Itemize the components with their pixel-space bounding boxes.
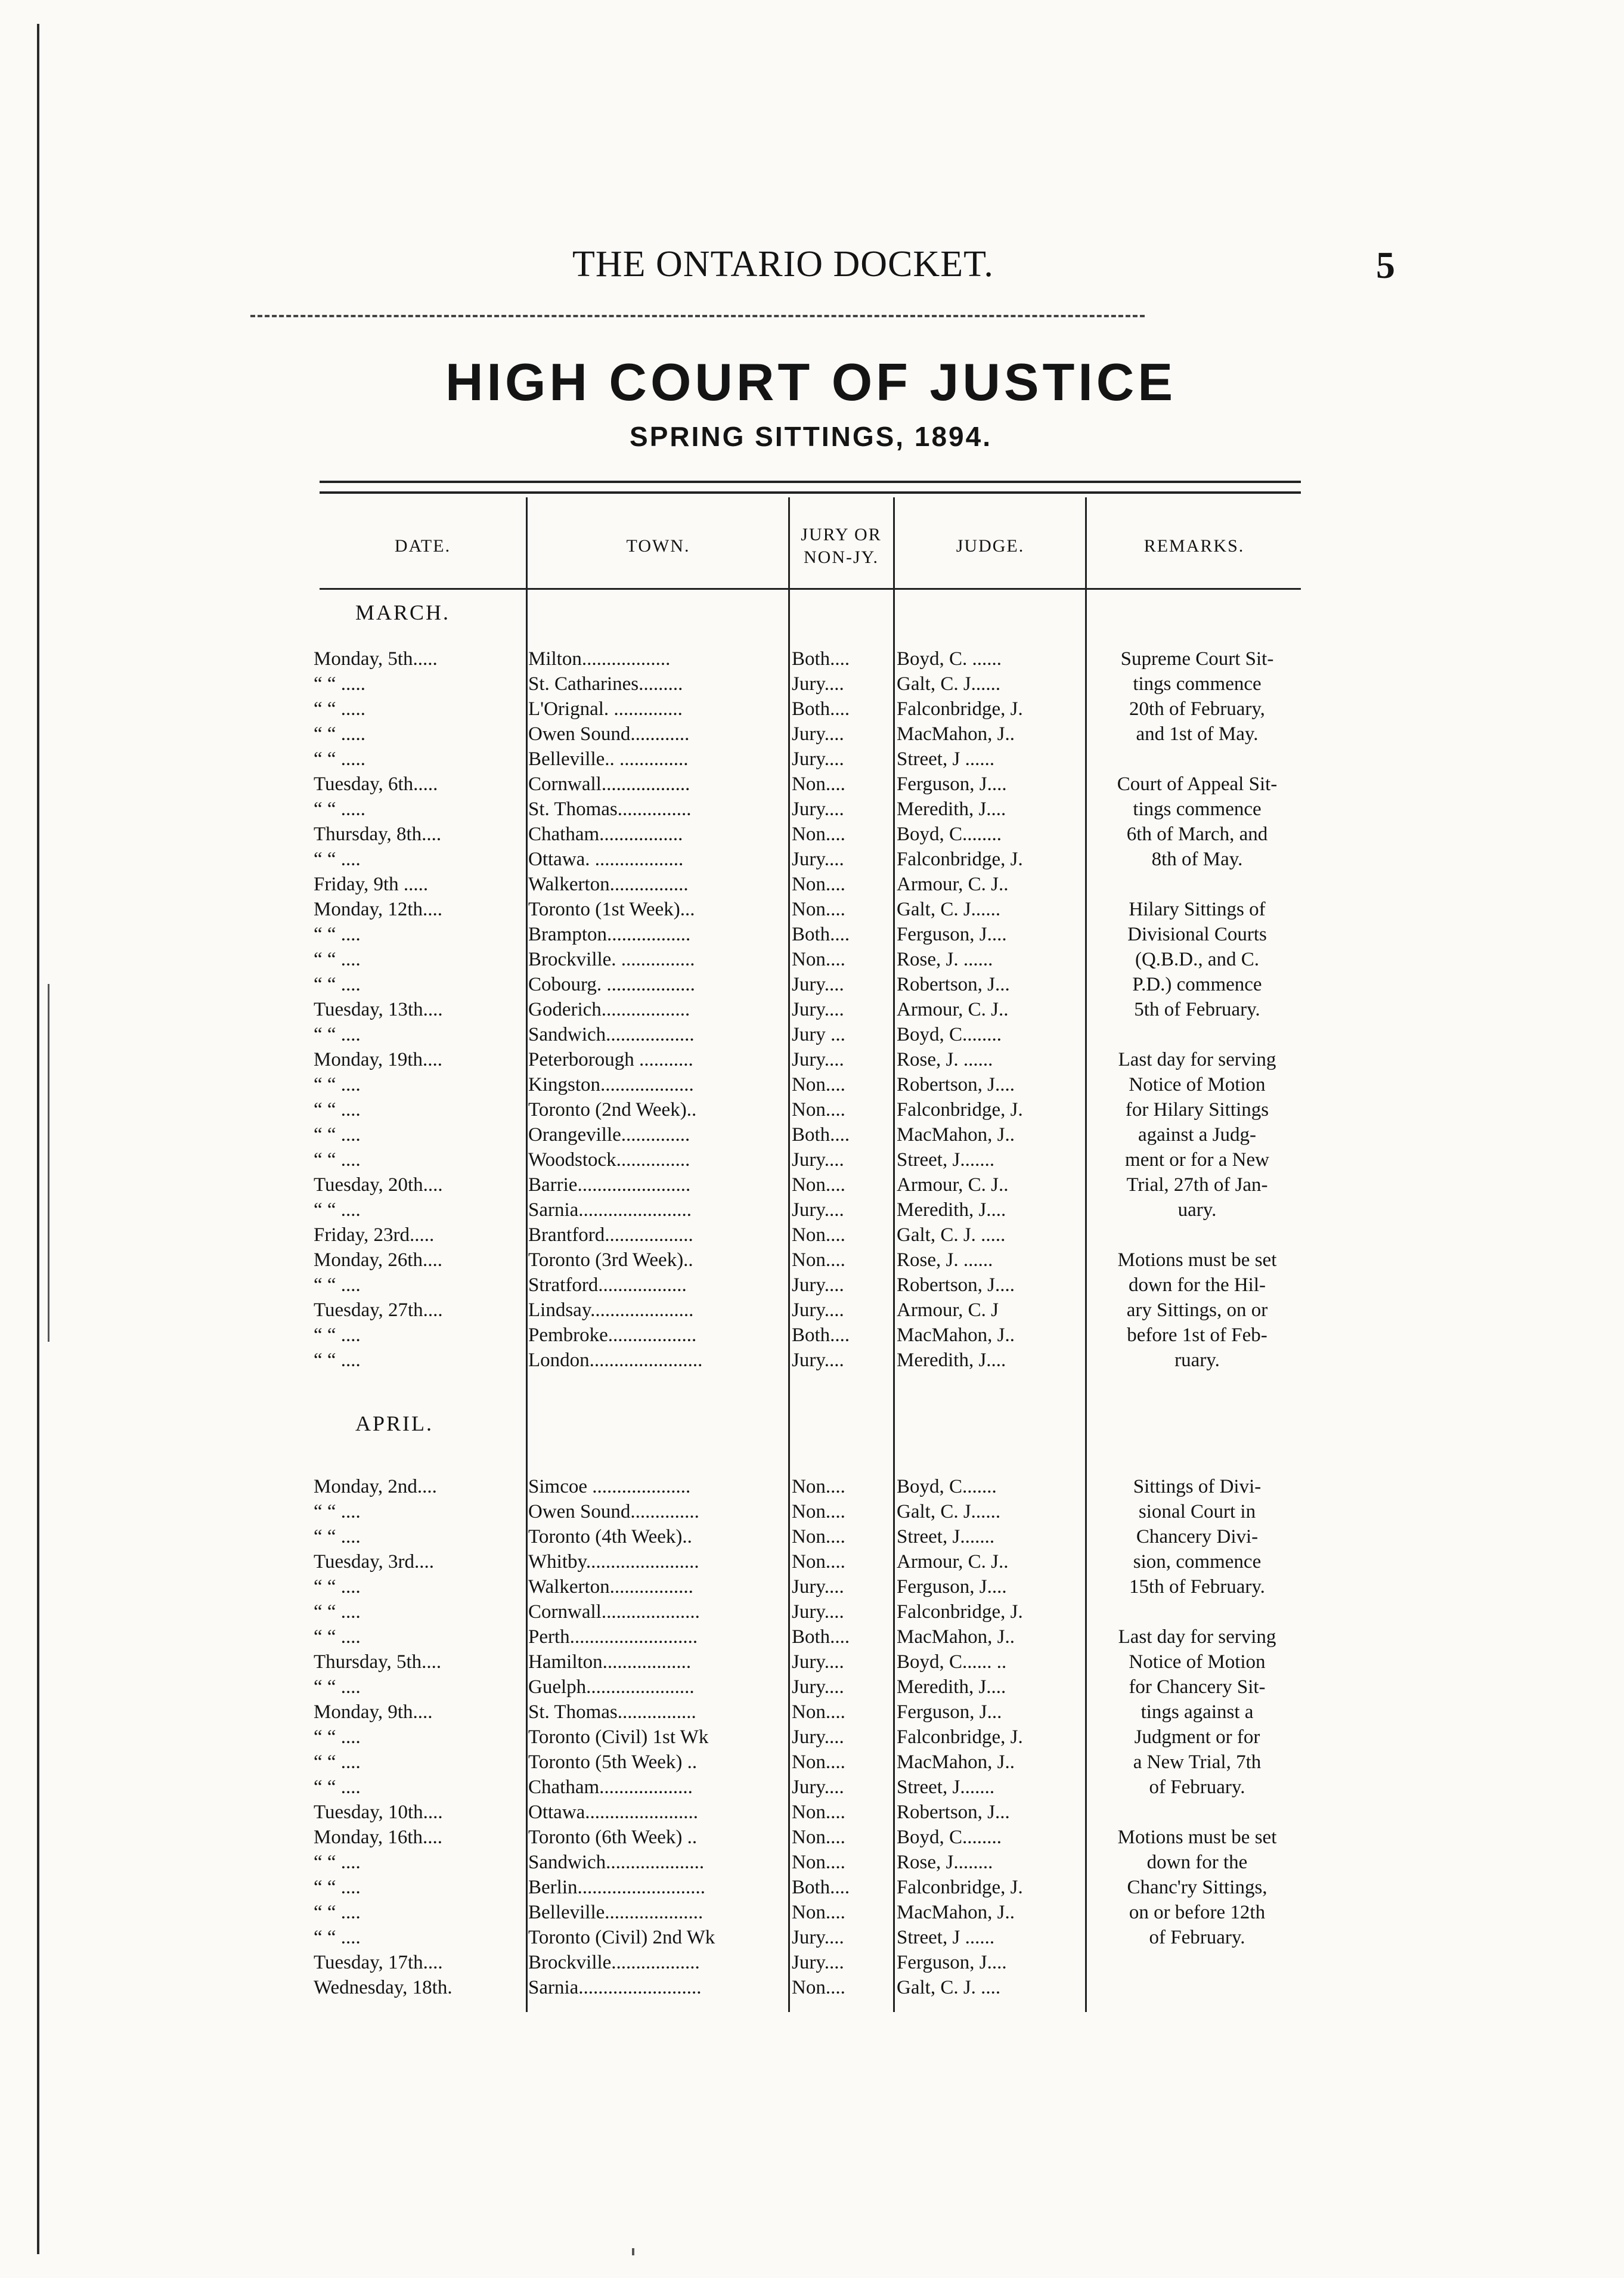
- remark-line: Judgment or for: [1134, 1726, 1260, 1748]
- cell-town: London.......................: [528, 1350, 703, 1371]
- month-heading-march: MARCH.: [355, 601, 451, 624]
- cell-judge: Galt, C. J......: [897, 673, 1001, 695]
- cell-jury: Both....: [792, 698, 850, 720]
- remark-line: and 1st of May.: [1136, 723, 1259, 745]
- cell-judge: Armour, C. J..: [897, 874, 1009, 895]
- cell-date: Monday, 19th....: [314, 1049, 443, 1070]
- cell-jury: Both....: [792, 1877, 850, 1898]
- cell-judge: Meredith, J....: [897, 1676, 1006, 1698]
- cell-jury: Jury....: [792, 1049, 844, 1070]
- cell-date: Friday, 9th .....: [314, 874, 429, 895]
- cell-jury: Non....: [792, 1074, 845, 1095]
- cell-judge: MacMahon, J..: [897, 1124, 1015, 1146]
- cell-judge: Robertson, J....: [897, 1274, 1015, 1296]
- cell-date: Tuesday, 17th....: [314, 1952, 443, 1973]
- table-row: [314, 1022, 1301, 1047]
- cell-jury: Non....: [792, 1701, 845, 1723]
- table-row: [314, 1800, 1301, 1825]
- cell-date: “ “ .....: [314, 723, 366, 745]
- cell-date: Monday, 16th....: [314, 1827, 443, 1848]
- cell-town: Sandwich....................: [528, 1852, 705, 1873]
- cell-date: Tuesday, 3rd....: [314, 1551, 434, 1573]
- cell-jury: Non....: [792, 1551, 845, 1573]
- cell-judge: Armour, C. J..: [897, 1551, 1009, 1573]
- cell-date: “ “ ....: [314, 1927, 361, 1948]
- remark-hilary-sittings: [1090, 897, 1304, 1022]
- cell-town: Owen Sound............: [528, 723, 690, 745]
- cell-town: Brantford..................: [528, 1224, 693, 1246]
- cell-judge: Robertson, J...: [897, 974, 1010, 995]
- cell-town: Brampton.................: [528, 924, 691, 945]
- remark-line: sion, commence: [1133, 1551, 1262, 1573]
- cell-town: Guelph......................: [528, 1676, 695, 1698]
- cell-judge: Galt, C. J......: [897, 899, 1001, 920]
- remark-line: Notice of Motion: [1129, 1074, 1266, 1095]
- cell-jury: Jury ...: [792, 1024, 845, 1045]
- cell-town: Cobourg. ..................: [528, 974, 695, 995]
- cell-date: “ “ ....: [314, 1726, 361, 1748]
- cell-jury: Jury....: [792, 1651, 844, 1673]
- cell-date: “ “ .....: [314, 798, 366, 820]
- cell-jury: Non....: [792, 1174, 845, 1196]
- cell-date: “ “ ....: [314, 1877, 361, 1898]
- cell-judge: Falconbridge, J.: [897, 698, 1023, 720]
- cell-jury: Non....: [792, 874, 845, 895]
- page-title: HIGH COURT OF JUSTICE: [445, 352, 1177, 411]
- remark-line: (Q.B.D., and C.: [1135, 949, 1260, 970]
- cell-jury: Non....: [792, 824, 845, 845]
- cell-date: “ “ ....: [314, 1199, 361, 1221]
- cell-jury: Non....: [792, 1827, 845, 1848]
- cell-jury: Non....: [792, 1852, 845, 1873]
- cell-jury: Jury....: [792, 1299, 844, 1321]
- column-header-judge: JUDGE.: [956, 536, 1025, 556]
- cell-jury: Non....: [792, 1751, 845, 1773]
- cell-judge: MacMahon, J..: [897, 1626, 1015, 1648]
- cell-jury: Non....: [792, 1802, 845, 1823]
- cell-jury: Jury....: [792, 974, 844, 995]
- cell-town: St. Catharines.........: [528, 673, 683, 695]
- cell-date: “ “ ....: [314, 1526, 361, 1547]
- cell-date: Tuesday, 27th....: [314, 1299, 443, 1321]
- cell-town: Chatham.................: [528, 824, 683, 845]
- cell-judge: Falconbridge, J.: [897, 1099, 1023, 1121]
- remark-line: Last day for serving: [1118, 1626, 1276, 1648]
- cell-jury: Non....: [792, 1099, 845, 1121]
- cell-date: Tuesday, 6th.....: [314, 773, 438, 795]
- cell-date: “ “ ....: [314, 1576, 361, 1598]
- cell-judge: Ferguson, J....: [897, 1952, 1007, 1973]
- cell-date: “ “ ....: [314, 1324, 361, 1346]
- cell-jury: Non....: [792, 1224, 845, 1246]
- cell-jury: Jury....: [792, 1676, 844, 1698]
- cell-date: “ “ ....: [314, 1024, 361, 1045]
- remark-line: Hilary Sittings of: [1129, 899, 1266, 920]
- cell-town: St. Thomas...............: [528, 798, 692, 820]
- remark-line: down for the Hil-: [1128, 1274, 1266, 1296]
- cell-date: “ “ ....: [314, 1350, 361, 1371]
- cell-judge: Meredith, J....: [897, 798, 1006, 820]
- cell-town: Simcoe ....................: [528, 1476, 691, 1497]
- cell-judge: Falconbridge, J.: [897, 1877, 1023, 1898]
- cell-jury: Jury....: [792, 673, 844, 695]
- cell-jury: Jury....: [792, 748, 844, 770]
- header-rule-bottom: [320, 588, 1301, 590]
- cell-town: Sandwich..................: [528, 1024, 695, 1045]
- cell-jury: Both....: [792, 924, 850, 945]
- cell-date: Tuesday, 20th....: [314, 1174, 443, 1196]
- cell-jury: Non....: [792, 899, 845, 920]
- cell-town: Owen Sound..............: [528, 1501, 699, 1522]
- cell-date: “ “ ....: [314, 924, 361, 945]
- remark-line: Chanc'ry Sittings,: [1127, 1877, 1267, 1898]
- cell-date: “ “ .....: [314, 698, 366, 720]
- cell-date: Friday, 23rd.....: [314, 1224, 435, 1246]
- cell-jury: Jury....: [792, 1274, 844, 1296]
- cell-date: “ “ ....: [314, 1124, 361, 1146]
- cell-judge: Armour, C. J..: [897, 1174, 1009, 1196]
- cell-jury: Both....: [792, 1124, 850, 1146]
- cell-town: Whitby.......................: [528, 1551, 699, 1573]
- cell-town: Pembroke..................: [528, 1324, 697, 1346]
- table-row: [314, 1599, 1301, 1624]
- column-header-town: TOWN.: [626, 536, 690, 556]
- cell-town: Toronto (2nd Week)..: [528, 1099, 697, 1121]
- cell-date: “ “ ....: [314, 1274, 361, 1296]
- cell-judge: Rose, J........: [897, 1852, 993, 1873]
- column-header-date: DATE.: [394, 536, 451, 556]
- remark-line: tings commence: [1133, 673, 1262, 695]
- remark-last-day-hilary: [1090, 1047, 1304, 1222]
- cell-judge: Boyd, C........: [897, 824, 1002, 845]
- cell-date: “ “ ....: [314, 1099, 361, 1121]
- remark-line: 6th of March, and: [1126, 824, 1268, 845]
- cell-town: Perth..........................: [528, 1626, 698, 1648]
- cell-judge: Ferguson, J....: [897, 773, 1007, 795]
- cell-town: Cornwall..................: [528, 773, 690, 795]
- cell-date: “ “ ....: [314, 1501, 361, 1522]
- cell-judge: Boyd, C.......: [897, 1476, 997, 1497]
- remark-line: for Chancery Sit-: [1129, 1676, 1266, 1698]
- remark-line: ment or for a New: [1125, 1149, 1269, 1171]
- cell-town: Brockville..................: [528, 1952, 700, 1973]
- cell-jury: Both....: [792, 1324, 850, 1346]
- remark-line: 15th of February.: [1129, 1576, 1265, 1598]
- cell-jury: Jury....: [792, 1601, 844, 1623]
- cell-town: Toronto (5th Week) ..: [528, 1751, 698, 1773]
- cell-date: “ “ ....: [314, 949, 361, 970]
- remark-line: tings commence: [1133, 798, 1262, 820]
- table-row: [314, 1975, 1301, 2000]
- cell-date: “ “ ....: [314, 1676, 361, 1698]
- cell-town: Woodstock...............: [528, 1149, 690, 1171]
- cell-date: Tuesday, 10th....: [314, 1802, 443, 1823]
- page-foot-mark: [632, 2248, 634, 2255]
- cell-town: Lindsay.....................: [528, 1299, 694, 1321]
- cell-date: “ “ ....: [314, 1902, 361, 1923]
- cell-jury: Non....: [792, 1476, 845, 1497]
- page-margin-line: [37, 24, 39, 2254]
- cell-town: Toronto (4th Week)..: [528, 1526, 692, 1547]
- remark-line: Chancery Divi-: [1136, 1526, 1259, 1547]
- remark-line: Last day for serving: [1118, 1049, 1276, 1070]
- cell-judge: Ferguson, J....: [897, 1576, 1007, 1598]
- cell-judge: MacMahon, J..: [897, 1324, 1015, 1346]
- remark-line: Court of Appeal Sit-: [1117, 773, 1278, 795]
- page-number: 5: [1376, 244, 1395, 286]
- cell-judge: Meredith, J....: [897, 1350, 1006, 1371]
- cell-jury: Jury....: [792, 1350, 844, 1371]
- remark-motions-chancery: [1090, 1825, 1304, 1950]
- cell-judge: Ferguson, J....: [897, 924, 1007, 945]
- remark-line: Supreme Court Sit-: [1120, 648, 1274, 670]
- cell-town: Goderich..................: [528, 999, 690, 1020]
- cell-judge: Robertson, J....: [897, 1074, 1015, 1095]
- remark-last-day-chancery: [1090, 1624, 1304, 1800]
- cell-town: Toronto (1st Week)...: [528, 899, 695, 920]
- cell-jury: Jury....: [792, 1199, 844, 1221]
- cell-town: Ottawa.......................: [528, 1802, 699, 1823]
- cell-town: Toronto (Civil) 1st Wk: [528, 1726, 709, 1748]
- cell-town: Berlin..........................: [528, 1877, 705, 1898]
- cell-judge: Armour, C. J..: [897, 999, 1009, 1020]
- cell-date: “ “ .....: [314, 748, 366, 770]
- cell-date: “ “ ....: [314, 1149, 361, 1171]
- cell-date: “ “ ....: [314, 1626, 361, 1648]
- cell-town: Kingston...................: [528, 1074, 694, 1095]
- cell-town: Stratford..................: [528, 1274, 687, 1296]
- cell-date: “ “ ....: [314, 1751, 361, 1773]
- cell-judge: Street, J.......: [897, 1526, 995, 1547]
- cell-town: Milton..................: [528, 648, 671, 670]
- cell-date: “ “ ....: [314, 1852, 361, 1873]
- cell-judge: Rose, J. ......: [897, 1249, 993, 1271]
- running-head: [250, 243, 1395, 297]
- cell-town: Cornwall....................: [528, 1601, 700, 1623]
- remark-line: down for the: [1146, 1852, 1248, 1873]
- cell-town: Peterborough ...........: [528, 1049, 693, 1070]
- cell-jury: Non....: [792, 1977, 845, 1998]
- cell-town: Belleville....................: [528, 1902, 703, 1923]
- cell-jury: Jury....: [792, 1776, 844, 1798]
- remark-line: against a Judg-: [1138, 1124, 1256, 1146]
- cell-judge: Street, J ......: [897, 1927, 995, 1948]
- cell-judge: Rose, J. ......: [897, 949, 993, 970]
- remark-line: before 1st of Feb-: [1127, 1324, 1267, 1346]
- remark-line: Notice of Motion: [1129, 1651, 1266, 1673]
- remark-line: of February.: [1149, 1927, 1245, 1948]
- cell-date: Thursday, 5th....: [314, 1651, 442, 1673]
- cell-judge: Falconbridge, J.: [897, 1726, 1023, 1748]
- remark-line: Trial, 27th of Jan-: [1126, 1174, 1268, 1196]
- column-header-jury: JURY OR NON-JY.: [801, 525, 882, 567]
- cell-judge: Galt, C. J. .....: [897, 1224, 1006, 1246]
- cell-judge: MacMahon, J..: [897, 1751, 1015, 1773]
- cell-town: Sarnia.......................: [528, 1199, 692, 1221]
- cell-town: L'Orignal. ..............: [528, 698, 683, 720]
- cell-jury: Non....: [792, 1501, 845, 1522]
- cell-judge: MacMahon, J..: [897, 723, 1015, 745]
- cell-judge: Ferguson, J...: [897, 1701, 1002, 1723]
- cell-jury: Jury....: [792, 798, 844, 820]
- cell-judge: Street, J.......: [897, 1149, 995, 1171]
- sittings-table: [314, 481, 1301, 2025]
- remark-line: ary Sittings, on or: [1126, 1299, 1268, 1321]
- remark-line: 20th of February,: [1129, 698, 1265, 720]
- cell-jury: Non....: [792, 773, 845, 795]
- cell-jury: Both....: [792, 1626, 850, 1648]
- cell-judge: Boyd, C........: [897, 1827, 1002, 1848]
- cell-town: Belleville.. ..............: [528, 748, 689, 770]
- cell-judge: Armour, C. J: [897, 1299, 999, 1321]
- remark-line: Divisional Courts: [1127, 924, 1267, 945]
- cell-date: “ “ ....: [314, 849, 361, 870]
- cell-town: Sarnia.........................: [528, 1977, 702, 1998]
- page-subtitle: SPRING SITTINGS, 1894.: [630, 421, 992, 452]
- remark-line: Motions must be set: [1117, 1827, 1277, 1848]
- remark-line: sional Court in: [1138, 1501, 1256, 1522]
- remark-line: 8th of May.: [1151, 849, 1243, 870]
- cell-judge: Boyd, C. ......: [897, 648, 1002, 670]
- cell-judge: Falconbridge, J.: [897, 849, 1023, 870]
- cell-jury: Non....: [792, 1902, 845, 1923]
- column-header-remarks: REMARKS.: [1143, 536, 1245, 556]
- cell-jury: Jury....: [792, 1149, 844, 1171]
- cell-judge: Street, J.......: [897, 1776, 995, 1798]
- cell-judge: Robertson, J...: [897, 1802, 1010, 1823]
- cell-date: Monday, 2nd....: [314, 1476, 437, 1497]
- remark-line: 5th of February.: [1134, 999, 1260, 1020]
- remark-line: for Hilary Sittings: [1125, 1099, 1269, 1121]
- table-row: [314, 1222, 1301, 1248]
- cell-jury: Non....: [792, 949, 845, 970]
- table-top-rule: [320, 481, 1301, 494]
- remark-motions-hilary: [1090, 1248, 1304, 1373]
- table-row: [314, 747, 1301, 772]
- cell-date: “ “ .....: [314, 673, 366, 695]
- cell-judge: Meredith, J....: [897, 1199, 1006, 1221]
- cell-date: Monday, 5th.....: [314, 648, 438, 670]
- cell-judge: Falconbridge, J.: [897, 1601, 1023, 1623]
- remark-court-of-appeal: [1090, 772, 1304, 872]
- remark-divisional-chancery: [1090, 1474, 1304, 1599]
- table-row: [314, 872, 1301, 897]
- cell-town: St. Thomas................: [528, 1701, 696, 1723]
- cell-town: Toronto (6th Week) ..: [528, 1827, 698, 1848]
- cell-judge: Boyd, C........: [897, 1024, 1002, 1045]
- cell-jury: Jury....: [792, 999, 844, 1020]
- remark-line: ruary.: [1174, 1350, 1220, 1371]
- remark-supreme-court: [1090, 646, 1304, 747]
- cell-town: Ottawa. ..................: [528, 849, 684, 870]
- cell-judge: Galt, C. J. ....: [897, 1977, 1001, 1998]
- cell-town: Hamilton..................: [528, 1651, 692, 1673]
- remark-line: a New Trial, 7th: [1133, 1751, 1262, 1773]
- cell-date: Wednesday, 18th.: [314, 1977, 453, 1998]
- cell-town: Toronto (Civil) 2nd Wk: [528, 1927, 715, 1948]
- cell-town: Chatham...................: [528, 1776, 693, 1798]
- cell-jury: Jury....: [792, 1927, 844, 1948]
- cell-judge: Rose, J. ......: [897, 1049, 993, 1070]
- cell-date: Tuesday, 13th....: [314, 999, 443, 1020]
- cell-jury: Non....: [792, 1249, 845, 1271]
- month-heading-april: APRIL.: [355, 1412, 434, 1435]
- cell-jury: Jury....: [792, 1952, 844, 1973]
- table-row: [314, 1950, 1301, 1975]
- header-rule: [250, 315, 1145, 317]
- cell-town: Orangeville..............: [528, 1124, 690, 1146]
- cell-jury: Jury....: [792, 849, 844, 870]
- cell-judge: Galt, C. J......: [897, 1501, 1001, 1522]
- cell-date: Monday, 12th....: [314, 899, 443, 920]
- cell-judge: Boyd, C...... ..: [897, 1651, 1007, 1673]
- cell-jury: Non....: [792, 1526, 845, 1547]
- remark-line: Motions must be set: [1117, 1249, 1277, 1271]
- cell-date: “ “ ....: [314, 1601, 361, 1623]
- cell-town: Brockville. ...............: [528, 949, 695, 970]
- remark-line: on or before 12th: [1129, 1902, 1266, 1923]
- cell-jury: Jury....: [792, 723, 844, 745]
- cell-date: “ “ ....: [314, 1776, 361, 1798]
- remark-line: uary.: [1177, 1199, 1217, 1221]
- cell-town: Walkerton.................: [528, 1576, 693, 1598]
- remark-line: Sittings of Divi-: [1133, 1476, 1262, 1497]
- remark-line: of February.: [1149, 1776, 1245, 1798]
- cell-date: “ “ ....: [314, 1074, 361, 1095]
- cell-judge: Street, J ......: [897, 748, 995, 770]
- cell-date: Thursday, 8th....: [314, 824, 442, 845]
- cell-judge: MacMahon, J..: [897, 1902, 1015, 1923]
- cell-date: “ “ ....: [314, 974, 361, 995]
- cell-date: Monday, 26th....: [314, 1249, 443, 1271]
- remark-line: P.D.) commence: [1132, 974, 1262, 995]
- cell-date: Monday, 9th....: [314, 1701, 433, 1723]
- cell-town: Barrie.......................: [528, 1174, 691, 1196]
- cell-town: Toronto (3rd Week)..: [528, 1249, 693, 1271]
- cell-town: Walkerton................: [528, 874, 689, 895]
- running-title: THE ONTARIO DOCKET.: [572, 244, 994, 284]
- remark-line: tings against a: [1140, 1701, 1254, 1723]
- cell-jury: Jury....: [792, 1726, 844, 1748]
- cell-jury: Jury....: [792, 1576, 844, 1598]
- page-margin-line-secondary: [48, 984, 49, 1342]
- cell-jury: Both....: [792, 648, 850, 670]
